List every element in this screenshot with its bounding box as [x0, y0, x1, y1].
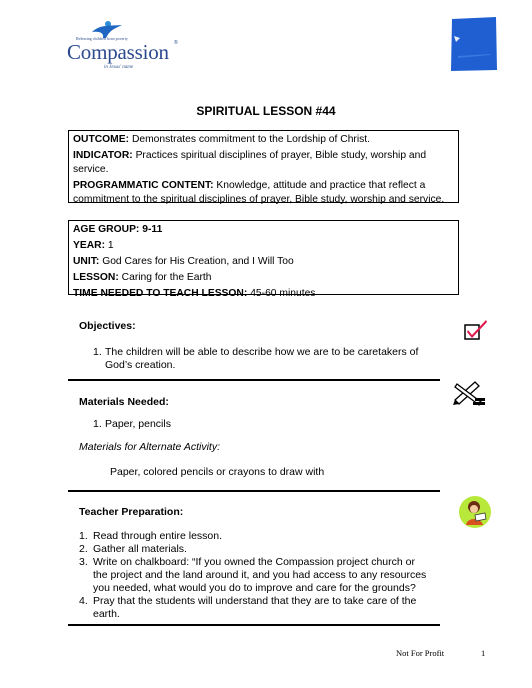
prep-text: Read through entire lesson.	[93, 530, 222, 542]
prep-text: Gather all materials.	[93, 543, 187, 555]
prep-item	[79, 543, 429, 556]
logo-registered: ®	[174, 40, 178, 46]
material-text: Paper, pencils	[105, 418, 171, 430]
prep-number: 3.	[79, 556, 88, 568]
lesson-value: Caring for the Earth	[121, 272, 212, 283]
alternate-materials-text: Paper, colored pencils or crayons to draw with	[110, 466, 325, 478]
age-group-line	[73, 223, 454, 237]
prep-number: 4.	[79, 595, 88, 607]
prep-item	[79, 556, 429, 595]
material-number: 1.	[93, 418, 102, 430]
logo-subline: in Jesus' name	[104, 65, 134, 70]
teacher-reading-icon	[458, 495, 492, 529]
blue-corner-block	[450, 16, 498, 72]
material-item	[93, 418, 433, 431]
indicator-line	[73, 149, 454, 177]
outcome-box	[68, 130, 459, 203]
prep-number: 1.	[79, 530, 88, 542]
objectives-list	[93, 346, 433, 372]
page-number: 1	[481, 648, 486, 658]
objectives-heading: Objectives:	[79, 320, 136, 332]
checkbox-check-icon	[463, 318, 489, 342]
pencil-crayon-icon	[451, 378, 487, 406]
outcome-line	[73, 133, 454, 147]
time-needed-line	[73, 287, 454, 301]
indicator-label: INDICATOR:	[73, 150, 133, 161]
time-needed-label: TIME NEEDED TO TEACH LESSON:	[73, 288, 248, 299]
age-group-label: AGE GROUP:	[73, 224, 140, 235]
year-label: YEAR:	[73, 240, 106, 251]
objective-text: The children will be able to describe how we are to be caretakers of God’s creation.	[105, 346, 419, 371]
unit-line	[73, 255, 454, 269]
materials-list	[93, 418, 433, 431]
year-line	[73, 239, 454, 253]
year-value: 1	[107, 240, 114, 251]
indicator-text: Practices spiritual disciplines of prayer, Bible study, worship and service.	[73, 150, 427, 175]
outcome-text: Demonstrates commitment to the Lordship of Christ.	[131, 134, 371, 145]
section-divider	[68, 490, 440, 492]
prep-number: 2.	[79, 543, 88, 555]
lesson-info-box	[68, 220, 459, 299]
unit-value: God Cares for His Creation, and I Will Too	[102, 256, 294, 267]
prep-text: Pray that the students will understand that they are to take care of the earth.	[93, 595, 417, 620]
programmatic-content-label: PROGRAMMATIC CONTENT:	[73, 180, 214, 191]
lesson-label: LESSON:	[73, 272, 119, 283]
logo-wordmark: Compassion	[67, 40, 169, 64]
prep-item	[79, 595, 429, 621]
compassion-logo	[52, 20, 178, 70]
programmatic-content-text: Knowledge, attitude and practice that reflect a commitment to the spiritual disciplines of prayer, Bible study, worship and service.	[73, 180, 445, 205]
footer-not-for-profit: Not For Profit	[396, 648, 445, 658]
materials-heading: Materials Needed:	[79, 396, 169, 408]
teacher-prep-heading: Teacher Preparation:	[79, 506, 184, 518]
alternate-materials-heading: Materials for Alternate Activity:	[79, 441, 221, 453]
logo-tagline: Releasing children from poverty	[76, 36, 128, 41]
lesson-title: SPIRITUAL LESSON #44	[196, 104, 336, 118]
prep-item	[79, 530, 429, 543]
age-group-value: 9-11	[142, 224, 163, 235]
section-divider	[68, 379, 440, 381]
outcome-label: OUTCOME:	[73, 134, 130, 145]
section-divider	[68, 624, 440, 626]
programmatic-content-line	[73, 179, 454, 207]
objective-item	[93, 346, 433, 372]
time-needed-value: 45-60 minutes	[250, 288, 316, 299]
teacher-prep-list	[79, 530, 429, 621]
unit-label: UNIT:	[73, 256, 100, 267]
lesson-line	[73, 271, 454, 285]
objective-number: 1.	[93, 346, 102, 358]
prep-text: Write on chalkboard: “If you owned the Compassion project church or the project and the land around it, and you had access to any resources you needed, what would you do to improve and care for the grounds?	[93, 556, 427, 594]
